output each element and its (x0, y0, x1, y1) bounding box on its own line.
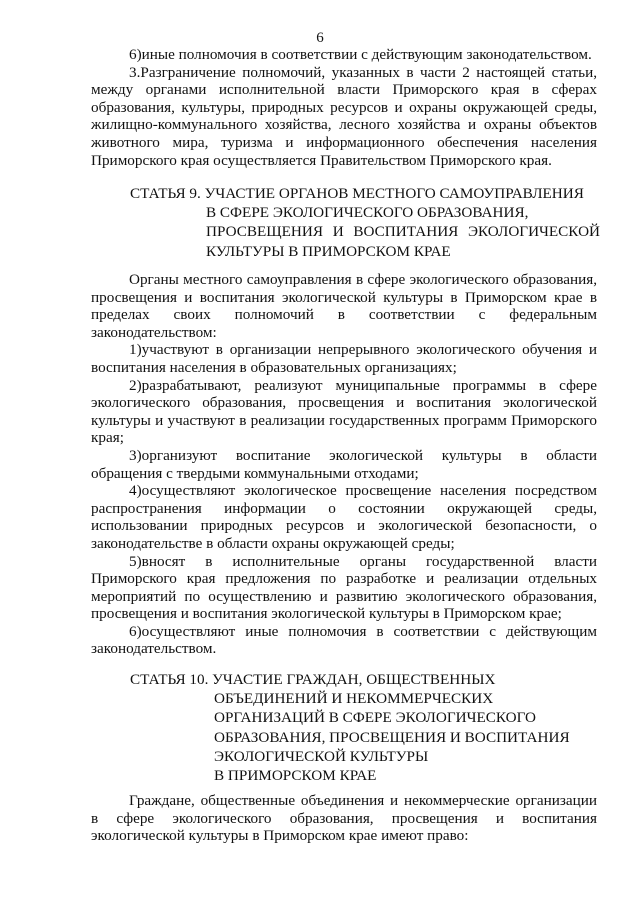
article-9-item-5: 5)вносят в исполнительные органы государственной власти Приморского края предложения по разработке и реализации отдельных мероприятий по осуществлению и развитию экологического образования, просвещения и воспитания экологической культуры в Приморском крае; (91, 552, 597, 623)
paragraph-section-3: 3.Разграничение полномочий, указанных в части 2 настоящей статьи, между органами исполнительной власти Приморского края в сферах образования, культуры, природных ресурсов и охраны окружающей среды, жилищно-коммунального хозяйства, лесного хозяйства и охраны объектов животного мира, туризма и информационного обеспечения населения Приморского края осуществляется Правительством Приморского края. (91, 63, 597, 169)
article-9-body (91, 271, 597, 658)
article-9-heading-line-2: В СФЕРЕ ЭКОЛОГИЧЕСКОГО ОБРАЗОВАНИЯ, (206, 204, 529, 222)
article-10-heading-line-1: СТАТЬЯ 10. УЧАСТИЕ ГРАЖДАН, ОБЩЕСТВЕННЫХ (130, 671, 496, 688)
article-9-item-3: 3)организуют воспитание экологической культуры в области обращения с твердыми коммунальными отходами; (91, 446, 597, 482)
article-9-heading (130, 184, 600, 261)
article-10-intro: Граждане, общественные объединения и некоммерческие организации в сфере экологического образования, просвещения и воспитания экологической культуры в Приморском крае имеют право: (91, 792, 597, 845)
article-10-heading (130, 670, 600, 785)
article-9-item-6: 6)осуществляют иные полномочия в соответствии с действующим законодательством. (91, 622, 597, 658)
article-9-item-4: 4)осуществляют экологическое просвещение населения посредством распространения информации о состоянии окружающей среды, использовании природных ресурсов и экологической безопасности, о законодательстве в области охраны окружающей среды; (91, 482, 597, 552)
article-10-heading-line-5: ЭКОЛОГИЧЕСКОЙ КУЛЬТУРЫ (214, 747, 429, 765)
article-10-body (91, 792, 597, 845)
article-9-intro: Органы местного самоуправления в сфере экологического образования, просвещения и воспитания экологической культуры в Приморском крае в пределах своих полномочий в соответствии с федеральным законодательством: (91, 271, 597, 341)
article-10-heading-line-4: ОБРАЗОВАНИЯ, ПРОСВЕЩЕНИЯ И ВОСПИТАНИЯ (214, 728, 570, 746)
article-9-heading-line-1: СТАТЬЯ 9. УЧАСТИЕ ОРГАНОВ МЕСТНОГО САМОУПРАВЛЕНИЯ (130, 185, 584, 202)
page-number: 6 (316, 30, 324, 46)
article-10-heading-line-2: ОБЪЕДИНЕНИЙ И НЕКОММЕРЧЕСКИХ (214, 690, 494, 708)
article-9-heading-line-3: ПРОСВЕЩЕНИЯ И ВОСПИТАНИЯ ЭКОЛОГИЧЕСКОЙ (206, 223, 600, 241)
article-10-heading-line-3: ОРГАНИЗАЦИЙ В СФЕРЕ ЭКОЛОГИЧЕСКОГО (214, 709, 536, 727)
paragraph-item-6: 6)иные полномочия в соответствии с действующим законодательством. (129, 46, 592, 63)
article-9-heading-line-4: КУЛЬТУРЫ В ПРИМОРСКОМ КРАЕ (206, 242, 451, 260)
article-9-item-2: 2)разрабатывают, реализуют муниципальные программы в сфере экологического образования, просвещения и воспитания экологической культуры и участвуют в реализации государственных программ Приморского края; (91, 376, 597, 447)
continuation-block (91, 46, 597, 169)
article-9-item-1: 1)участвуют в организации непрерывного экологического обучения и воспитания населения в образовательных организациях; (91, 341, 597, 376)
article-10-heading-line-6: В ПРИМОРСКОМ КРАЕ (214, 767, 377, 785)
